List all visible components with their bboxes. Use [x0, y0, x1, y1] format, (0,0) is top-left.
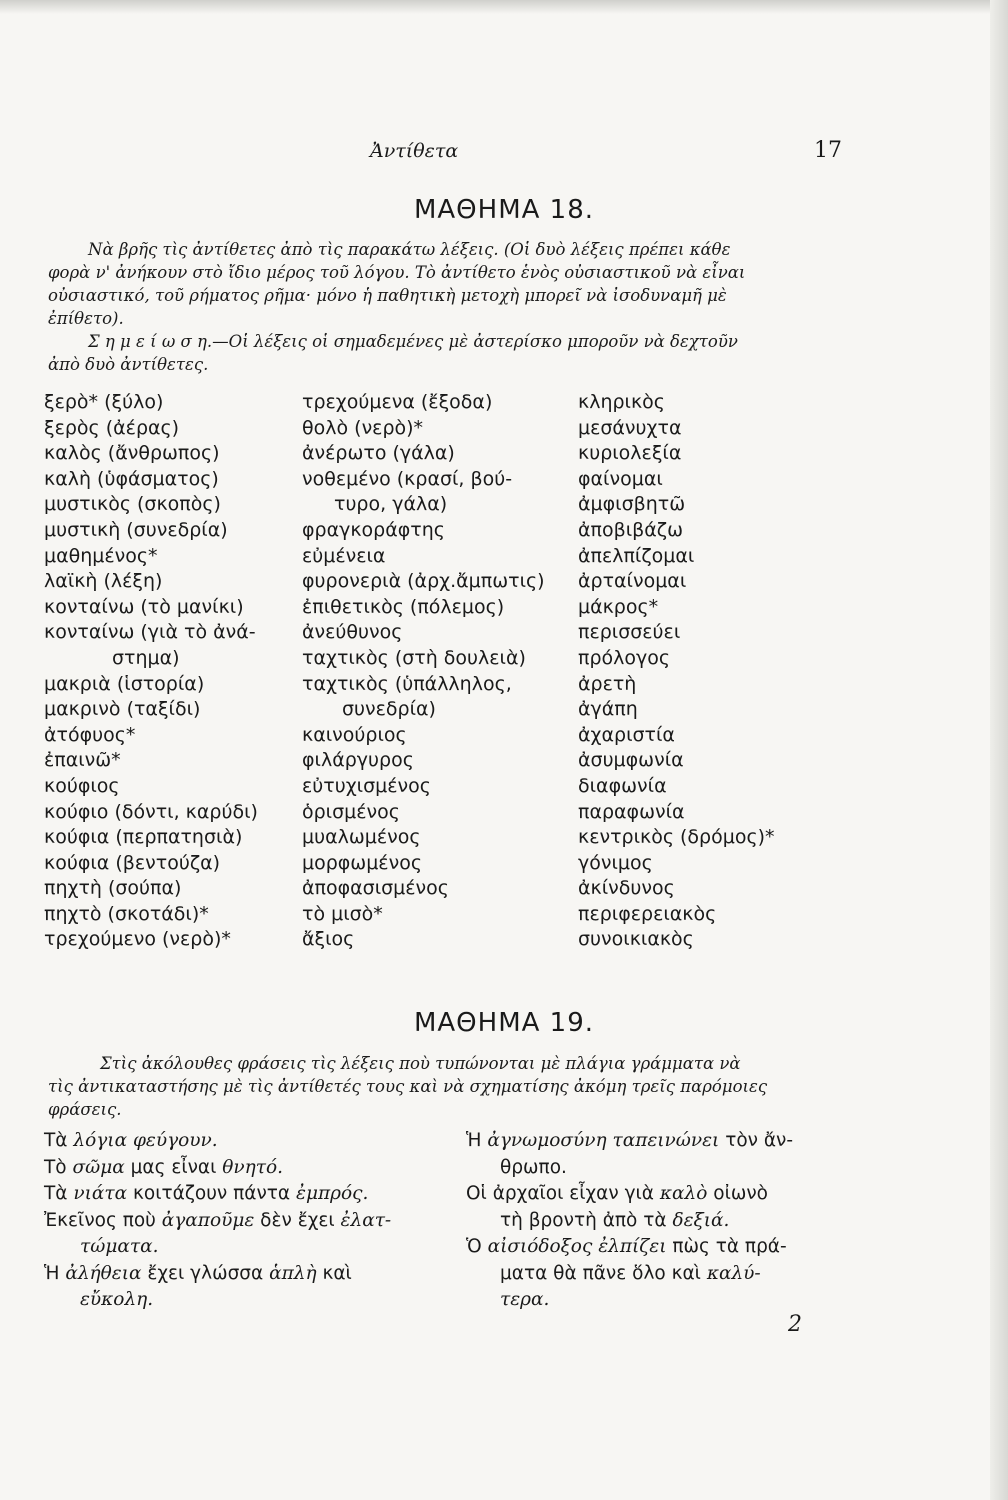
italic-word: ἀγνωμοσύνη ταπεινώνει — [487, 1130, 720, 1151]
sentence-line — [466, 1234, 846, 1261]
plain-text: Ὁ — [466, 1236, 488, 1257]
italic-word: καλύ- — [706, 1262, 761, 1284]
plain-text: κοιτάζουν πάντα — [127, 1183, 297, 1204]
word-item: νοθεμένο (κρασί, βού- — [302, 467, 513, 490]
word-item: καλὴ (ὑφάσματος) — [44, 467, 219, 490]
word-item: διαφωνία — [578, 774, 667, 797]
word-item: κούφιο (δόντι, καρύδι) — [44, 800, 258, 823]
word-item: τρεχούμενα (ἔξοδα) — [302, 391, 493, 413]
word-item: τρεχούμενο (νερὸ)* — [44, 928, 231, 951]
plain-text: Τὰ — [44, 1183, 74, 1204]
word-item: φυρονεριὰ (ἀρχ.ἄμπωτις) — [302, 570, 545, 593]
sentence-line — [44, 1261, 454, 1288]
italic-word: σῶμα — [72, 1156, 125, 1178]
plain-text: Οἱ ἀρχαῖοι εἶχαν γιὰ — [466, 1183, 660, 1204]
word-item: ἀχαριστία — [578, 723, 675, 746]
word-item: πρόλογος — [578, 646, 671, 669]
italic-word: νιάτα — [73, 1183, 128, 1204]
word-item: συνοικιακὸς — [578, 928, 694, 951]
word-item: ἀσυμφωνία — [578, 749, 684, 772]
word-column-3 — [578, 390, 775, 953]
sentence-line — [44, 1128, 454, 1155]
example-sentences-left — [44, 1128, 454, 1314]
word-item: ταχτικὸς (στὴ δουλειὰ) — [302, 646, 526, 669]
italic-word: καλὸ — [659, 1183, 708, 1204]
lesson-18-note — [48, 330, 838, 376]
word-item: ἀπελπίζομαι — [578, 544, 695, 567]
word-item: μαθημένος* — [44, 544, 158, 567]
word-item: ἀποβιβάζω — [578, 518, 684, 541]
word-item: κονταίνω (τὸ μανίκι) — [44, 595, 244, 618]
plain-text: Ἡ — [44, 1262, 66, 1284]
plain-text: Τὰ — [44, 1130, 74, 1151]
word-item: κούφια (βεντούζα) — [44, 851, 221, 874]
word-column-2 — [302, 390, 545, 953]
instruction-line: τὶς ἀντικαταστήσης μὲ τὶς ἀντίθετές τους καὶ νὰ σχηματίσης ἀκόμη τρεῖς παρόμοιες — [48, 1077, 768, 1096]
italic-word: ἁπλὴ — [269, 1262, 317, 1284]
plain-text: πὼς τὰ πρά- — [666, 1236, 787, 1257]
plain-text: θρωπο. — [500, 1156, 567, 1178]
italic-word: ἐλατ- — [340, 1209, 392, 1231]
italic-word: εὔκολη. — [80, 1289, 154, 1310]
word-item: ἀτόφυος* — [44, 723, 136, 746]
italic-word: τώματα. — [80, 1236, 159, 1257]
word-item: ἀρετὴ — [578, 672, 637, 695]
word-item: λαϊκὴ (λέξη) — [44, 570, 163, 593]
sentence-line — [44, 1234, 454, 1261]
word-item: μακρινὸ (ταξίδι) — [44, 698, 201, 721]
word-item: κονταίνω (γιὰ τὸ ἀνά- — [44, 621, 256, 644]
word-item: μυαλωμένος — [302, 826, 421, 849]
word-item: ἀνέρωτο (γάλα) — [302, 442, 455, 465]
word-item: ἐπιθετικὸς (πόλεμος) — [302, 595, 505, 618]
word-item: θολὸ (νερὸ)* — [302, 416, 424, 439]
word-item: καινούριος — [302, 723, 407, 746]
sentence-line — [44, 1287, 454, 1314]
word-item: ἀκίνδυνος — [578, 877, 675, 900]
word-item: ἄξιος — [302, 928, 355, 951]
plain-text: τὴ βροντὴ ἀπὸ τὰ — [500, 1209, 673, 1231]
word-item: ἀποφασισμένος — [302, 877, 449, 900]
word-item: πηχτὸ (σκοτάδι)* — [44, 902, 209, 925]
word-item: μεσάνυχτα — [578, 416, 682, 439]
plain-text: δὲν ἔχει — [254, 1209, 341, 1231]
sentence-line — [44, 1181, 454, 1208]
word-item: κεντρικὸς (δρόμος)* — [578, 826, 775, 849]
word-item: φαίνομαι — [578, 467, 663, 490]
plain-text: τὸν ἄν- — [719, 1130, 794, 1151]
word-item: πηχτὴ (σούπα) — [44, 877, 182, 900]
note-line: ἀπὸ δυὸ ἀντίθετες. — [48, 355, 209, 374]
word-item: καλὸς (ἄνθρωπος) — [44, 442, 220, 465]
instruction-line: φορὰ ν' ἀνήκουν στὸ ἴδιο μέρος τοῦ λόγου. Τὸ ἀντίθετο ἑνὸς οὐσιαστικοῦ νὰ εἶναι — [48, 263, 746, 282]
word-item: εὐτυχισμένος — [302, 774, 431, 797]
word-item: φραγκοράφτης — [302, 518, 445, 541]
sentence-line — [44, 1155, 454, 1182]
word-item: ξερὸ* (ξύλο) — [44, 391, 164, 413]
word-item: μάκρος* — [578, 595, 659, 618]
word-item: ἀμφισβητῶ — [578, 493, 686, 516]
instruction-line: ἐπίθετο). — [48, 309, 124, 328]
word-column-1 — [44, 390, 258, 953]
sentence-line — [44, 1208, 454, 1235]
word-item: ἐπαινῶ* — [44, 749, 121, 772]
plain-text: οἰωνὸ — [707, 1183, 768, 1204]
word-item: γόνιμος — [578, 851, 653, 874]
note-line: Σ η μ ε ί ω σ η.—Οἱ λέξεις οἱ σημαδεμένες μὲ ἀστερίσκο μποροῦν νὰ δεχτοῦν — [88, 332, 738, 351]
word-item: φιλάργυρος — [302, 749, 414, 772]
word-item: μυστικὸς (σκοπὸς) — [44, 493, 221, 516]
plain-text: καὶ — [316, 1262, 352, 1284]
plain-text: Ἐκεῖνος ποὺ — [44, 1209, 162, 1231]
word-item: ταχτικὸς (ὑπάλληλος, — [302, 672, 512, 695]
italic-word: λόγια φεύγουν. — [73, 1130, 218, 1151]
sentence-line — [466, 1155, 846, 1182]
word-item: τὸ μισὸ* — [302, 902, 383, 925]
plain-text: ἔχει γλώσσα — [141, 1262, 270, 1284]
italic-word: ἀλήθεια — [65, 1262, 142, 1284]
plain-text: Τὸ — [44, 1156, 73, 1178]
scan-top-shadow — [0, 0, 1008, 14]
word-item: περισσεύει — [578, 621, 681, 644]
plain-text: μας εἶναι — [124, 1156, 223, 1178]
sentence-line — [466, 1261, 846, 1288]
sentence-line — [466, 1208, 846, 1235]
word-item-continuation: τυρο, γάλα) — [334, 493, 448, 516]
word-item: κούφια (περπατησιὰ) — [44, 826, 243, 849]
word-item-continuation: στημα) — [112, 646, 180, 669]
italic-word: ἀγαποῦμε — [161, 1209, 255, 1231]
word-item: ξερὸς (ἀέρας) — [44, 416, 180, 439]
word-item: ἀνεύθυνος — [302, 621, 403, 644]
word-item: ἀγάπη — [578, 698, 638, 721]
word-item: μακριὰ (ἱστορία) — [44, 672, 205, 695]
word-item: κούφιος — [44, 774, 120, 797]
word-item-continuation: συνεδρία) — [342, 698, 436, 721]
page-edge — [990, 0, 1008, 1500]
word-item: μυστικὴ (συνεδρία) — [44, 518, 228, 541]
sentence-line — [466, 1287, 846, 1314]
word-item: ἀρταίνομαι — [578, 570, 687, 593]
lesson-19-title: ΜΑΘΗΜΑ 19. — [413, 1008, 595, 1038]
lesson-19-instructions — [48, 1052, 838, 1121]
plain-text: Ἡ — [466, 1130, 488, 1151]
word-item: εὐμένεια — [302, 544, 386, 567]
lesson-18-instructions — [48, 238, 838, 330]
word-item: κυριολεξία — [578, 442, 682, 465]
signature-mark: 2 — [788, 1312, 802, 1337]
italic-word: δεξιά. — [672, 1209, 730, 1231]
plain-text: ματα θὰ πᾶνε ὅλο καὶ — [500, 1262, 707, 1284]
example-sentences-right — [466, 1128, 846, 1314]
word-item: ὁρισμένος — [302, 800, 400, 823]
italic-word: ἐμπρός. — [296, 1183, 369, 1204]
lesson-18-title: ΜΑΘΗΜΑ 18. — [413, 195, 595, 225]
running-head: Ἀντίθετα — [370, 140, 459, 162]
instruction-line: οὐσιαστικό, τοῦ ρήματος ρῆμα· μόνο ἡ παθητικὴ μετοχὴ μπορεῖ νὰ ἰσοδυναμῆ μὲ — [48, 286, 727, 305]
word-item: μορφωμένος — [302, 851, 422, 874]
page-number: 17 — [814, 138, 842, 163]
italic-word: τερα. — [500, 1289, 550, 1310]
word-item: παραφωνία — [578, 800, 685, 823]
sentence-line — [466, 1181, 846, 1208]
word-item: περιφερειακὸς — [578, 902, 717, 925]
sentence-line — [466, 1128, 846, 1155]
instruction-line: Νὰ βρῆς τὶς ἀντίθετες ἀπὸ τὶς παρακάτω λέξεις. (Οἱ δυὸ λέξεις πρέπει κάθε — [88, 240, 731, 259]
word-item: κληρικὸς — [578, 391, 665, 413]
italic-word: θνητό. — [222, 1156, 283, 1178]
instruction-line: Στὶς ἀκόλουθες φράσεις τὶς λέξεις ποὺ τυπώνονται μὲ πλάγια γράμματα νὰ — [100, 1054, 741, 1073]
italic-word: αἰσιόδοξος ἐλπίζει — [487, 1236, 667, 1257]
instruction-line: φράσεις. — [48, 1100, 122, 1119]
